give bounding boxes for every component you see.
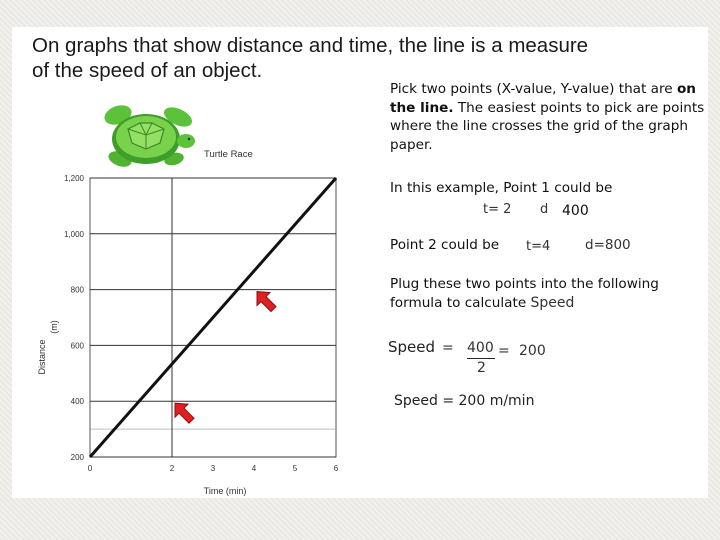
instruction-formula: Plug these two points into the following formula to calculate Speed (390, 276, 659, 311)
slide-title: On graphs that show distance and time, the line is a measure of the speed of an object. (32, 34, 589, 82)
final-speed: Speed = 200 m/min (394, 393, 535, 409)
turtle-caption: Turtle Race (204, 149, 253, 160)
instruction-point1: In this example, Point 1 could be (390, 180, 613, 196)
instruction-point2: Point 2 could be (390, 237, 500, 253)
chart-markers (175, 292, 276, 424)
equals-sign-2: = (498, 343, 510, 359)
y-tick-label: 600 (70, 341, 84, 351)
x-tick-label: 5 (292, 464, 298, 473)
speed-result: 200 (519, 343, 546, 359)
equals-sign-1: = (442, 340, 454, 356)
y-tick-label: 800 (70, 285, 84, 295)
series-line (90, 178, 336, 457)
y-tick-label: 400 (70, 397, 84, 407)
fraction-numerator: 400 (467, 340, 494, 356)
x-axis-label: Time (min) (203, 486, 247, 496)
x-tick-label: 0 (87, 464, 93, 473)
point-marker (175, 403, 194, 423)
fraction-bar (467, 358, 495, 359)
instructions-panel (390, 80, 708, 154)
y-axis-unit: (m) (49, 320, 59, 334)
instruction-pick-points: Pick two points (X-value, Y-value) that are on the line. The easiest points to pick are points where the line crosses the grid of the graph paper. (390, 81, 705, 153)
point1-d-value: 400 (562, 203, 589, 219)
y-tick-label: 1,000 (63, 229, 84, 239)
x-tick-label: 3 (210, 464, 216, 473)
x-tick-label: 6 (333, 464, 339, 473)
chart-series (90, 178, 336, 457)
point2-d: d=800 (585, 237, 631, 253)
y-tick-label: 200 (70, 453, 84, 462)
x-tick-label: 2 (169, 464, 175, 473)
speed-label: Speed (388, 338, 436, 356)
y-axis-label: Distance (37, 339, 47, 375)
point2-t: t=4 (526, 239, 551, 254)
fraction-denominator: 2 (477, 360, 486, 376)
chart-ticks (64, 174, 339, 473)
x-tick-label: 4 (251, 464, 257, 473)
slide-canvas (12, 27, 708, 498)
y-tick-label: 1,200 (63, 174, 84, 183)
point1-t: t= 2 (483, 202, 512, 217)
point1-d-label: d (540, 202, 549, 217)
point-marker (257, 292, 276, 312)
